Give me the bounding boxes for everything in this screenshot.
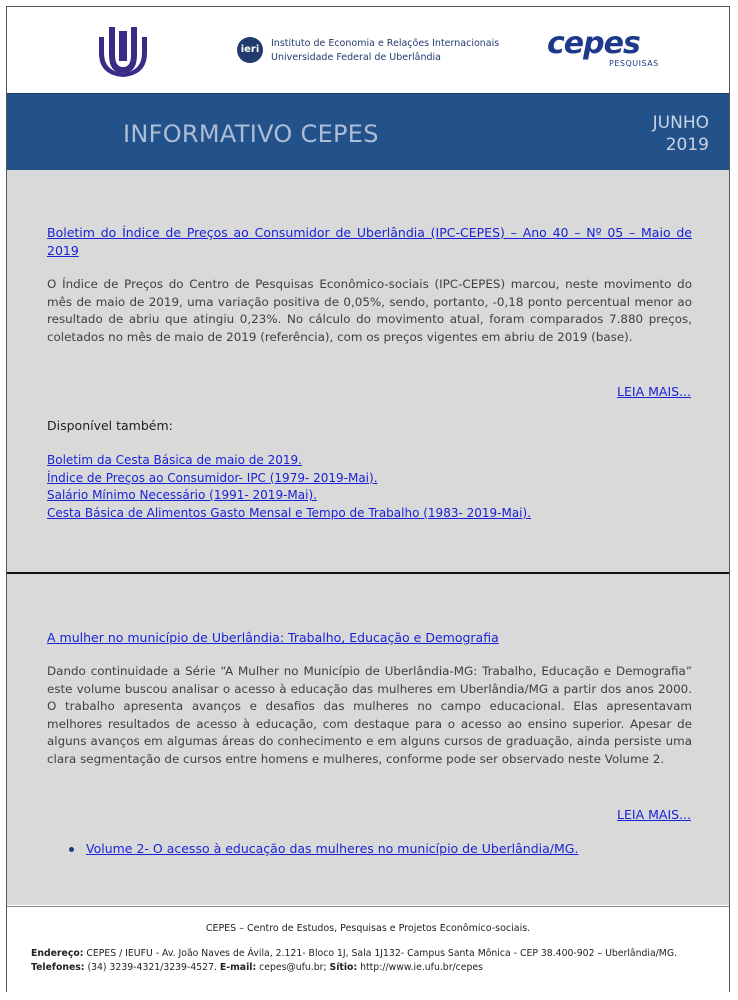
footer-contact — [31, 947, 711, 975]
link-cesta-basica[interactable]: Boletim da Cesta Básica de maio de 2019. — [47, 453, 302, 467]
link-salario-minimo[interactable]: Salário Mínimo Necessário (1991- 2019-Mai). — [47, 488, 317, 502]
phones-text: (34) 3239-4321/3239-4527. — [84, 962, 220, 973]
newsletter-title: INFORMATIVO CEPES — [123, 120, 379, 148]
ipc-bulletin-summary: O Índice de Preços do Centro de Pesquisas Econômico-sociais (IPC-CEPES) marcou, neste movimento do mês de maio de 2019, uma variação positiva de 0,05%, sendo, portanto, -0,18 ponto percentual menor ao resultado de abriu que atingiu 0,23%. No cálculo do movimento atual, foram comparados 7.880 preços, coletados no mês de maio de 2019 (referência), com os preços vigentes em abriu de 2019 (base). — [47, 277, 692, 344]
ufu-logo — [95, 23, 151, 79]
read-more-link-women[interactable]: LEIA MAIS... — [617, 807, 691, 822]
ieri-university-name: Universidade Federal de Uberlândia — [271, 52, 441, 63]
section-ipc-bulletin — [7, 170, 729, 572]
bullet-icon — [69, 847, 74, 852]
available-also-label: Disponível também: — [47, 418, 173, 433]
footer — [7, 906, 729, 992]
address-label: Endereço: — [31, 948, 84, 959]
available-links-list — [47, 452, 692, 522]
link-cesta-gasto-mensal[interactable]: Cesta Básica de Alimentos Gasto Mensal e Tempo de Trabalho (1983- 2019-Mai). — [47, 505, 532, 520]
link-ipc-series[interactable]: Índice de Preços ao Consumidor- IPC (1979- 2019-Mai). — [47, 470, 378, 485]
volume-2-link[interactable]: Volume 2- O acesso à educação das mulheres no município de Uberlândia/MG. — [86, 841, 579, 856]
address-text: CEPES / IEUFU - Av. João Naves de Ávila, 2.121- Bloco 1J, Sala 1J132- Campus Santa Mônica - CEP 38.400-902 – Uberlândia/MG. — [83, 948, 677, 959]
volume-2-list-item — [69, 841, 578, 856]
cepes-wordmark: cepes — [547, 26, 640, 61]
women-study-title-link[interactable]: A mulher no município de Uberlândia: Trabalho, Educação e Demografia — [47, 630, 499, 645]
ieri-institute-name: Instituto de Economia e Relações Internacionais — [271, 38, 500, 49]
cepes-logo — [547, 26, 679, 71]
issue-year: 2019 — [665, 135, 709, 155]
title-band — [7, 93, 729, 171]
site-text: http://www.ie.ufu.br/cepes — [357, 962, 483, 973]
footer-address-line — [31, 947, 711, 961]
phones-label: Telefones: — [31, 962, 85, 973]
site-label: Sítio: — [329, 962, 358, 973]
women-study-summary: Dando continuidade a Série “A Mulher no Município de Uberlândia-MG: Trabalho, Educação e Demografia” este volume buscou analisar o acesso à educação das mulheres em Uberlândia/MG a partir dos anos 2000. O trabalho apresenta avanços e desafios das mulheres no campo educacional. Elas apresentavam melhores resultados de acesso à educação, com destaque para o acesso ao ensino superior. Apesar de alguns avanços em algumas áreas do conhecimento e em alguns cursos de graduação, ainda persiste uma clara segmentação de cursos entre homens e mulheres, conforme pode ser observado neste Volume 2. — [47, 664, 692, 766]
footer-org-name: CEPES – Centro de Estudos, Pesquisas e Projetos Econômico-sociais. — [205, 923, 531, 934]
email-text: cepes@ufu.br; — [256, 962, 330, 973]
section-women-study — [7, 574, 729, 905]
ipc-bulletin-title-link[interactable]: Boletim do Índice de Preços ao Consumidor de Uberlândia (IPC-CEPES) – Ano 40 – Nº 05 – Maio de 2019 — [47, 225, 692, 258]
header-logos — [7, 7, 729, 93]
cepes-subtitle: PESQUISAS — [609, 59, 659, 68]
email-label: E-mail: — [219, 962, 257, 973]
read-more-link-ipc[interactable]: LEIA MAIS... — [617, 384, 691, 399]
footer-contact-line — [31, 961, 711, 975]
issue-month: JUNHO — [652, 113, 709, 133]
issue-date — [589, 112, 709, 156]
ieri-badge: ieri — [237, 37, 263, 63]
newsletter-page — [6, 6, 730, 992]
